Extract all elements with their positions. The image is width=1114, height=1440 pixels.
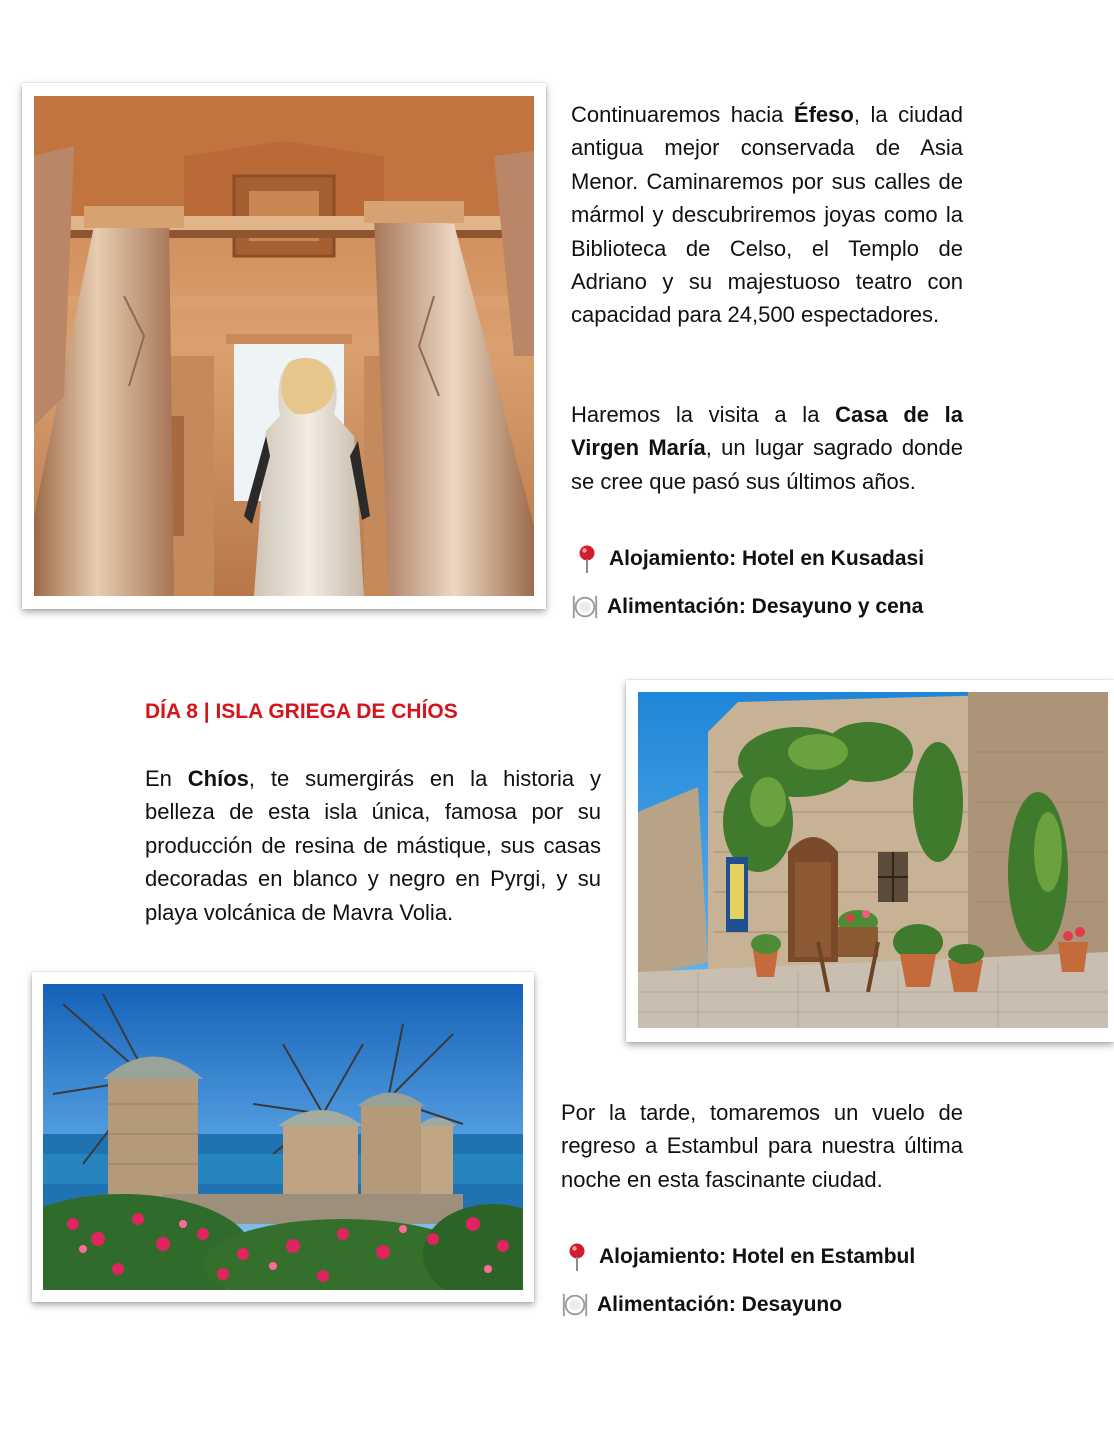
efeso-highlight: Éfeso (793, 102, 854, 127)
plate-icon (571, 592, 599, 622)
chios-text-start: En (145, 766, 188, 791)
virgen-maria-highlight: Casa de la Virgen María (571, 402, 964, 461)
virgen-maria-text-rest: , un lugar sagrado donde se cree que pasó sus últimos años. (571, 435, 963, 494)
chios-village-image (638, 692, 1108, 1028)
meals-line-kusadasi (571, 592, 923, 622)
chios-windmills-image (43, 984, 523, 1290)
pin-icon (563, 1242, 591, 1272)
meals-line-estambul (561, 1290, 842, 1320)
virgen-maria-text-start: Haremos la visita a la (571, 402, 836, 427)
celsus-library-photo (22, 83, 546, 609)
meals-text: Alimentación: Desayuno y cena (607, 595, 924, 618)
lodging-text: Alojamiento: Hotel en Kusadasi (609, 547, 925, 570)
return-paragraph: Por la tarde, tomaremos un vuelo de regreso a Estambul para nuestra última noche en esta fascinante ciudad. (561, 1100, 963, 1192)
virgen-maria-paragraph (571, 398, 963, 498)
plate-icon (561, 1290, 589, 1320)
lodging-line-kusadasi (573, 544, 924, 574)
efeso-text-rest: , la ciudad antigua mejor conservada de Asia Menor. Caminaremos por sus calles de mármol y descubriremos joyas como la Biblioteca de Celso, el Templo de Adriano y su majestuoso teatro con capacidad para 24,500 espectadores. (571, 102, 963, 328)
lodging-line-estambul (563, 1242, 915, 1272)
efeso-text-start: Continuaremos hacia (571, 102, 794, 127)
chios-text-rest: , te sumergirás en la historia y belleza de esta isla única, famosa por su producción de resina de mástique, sus casas decoradas en blanco y negro en Pyrgi, y su playa volcánica de Mavra Volia. (145, 766, 601, 925)
efeso-paragraph (571, 98, 963, 332)
lodging-text: Alojamiento: Hotel en Estambul (599, 1245, 916, 1268)
day-8-heading: DÍA 8 | ISLA GRIEGA DE CHÍOS (145, 700, 458, 723)
chios-windmills-photo (32, 972, 534, 1302)
pin-icon (573, 544, 601, 574)
chios-village-photo (626, 680, 1114, 1042)
meals-text: Alimentación: Desayuno (597, 1293, 843, 1316)
chios-paragraph (145, 762, 601, 929)
chios-highlight: Chíos (187, 766, 249, 791)
celsus-library-image (34, 96, 534, 596)
